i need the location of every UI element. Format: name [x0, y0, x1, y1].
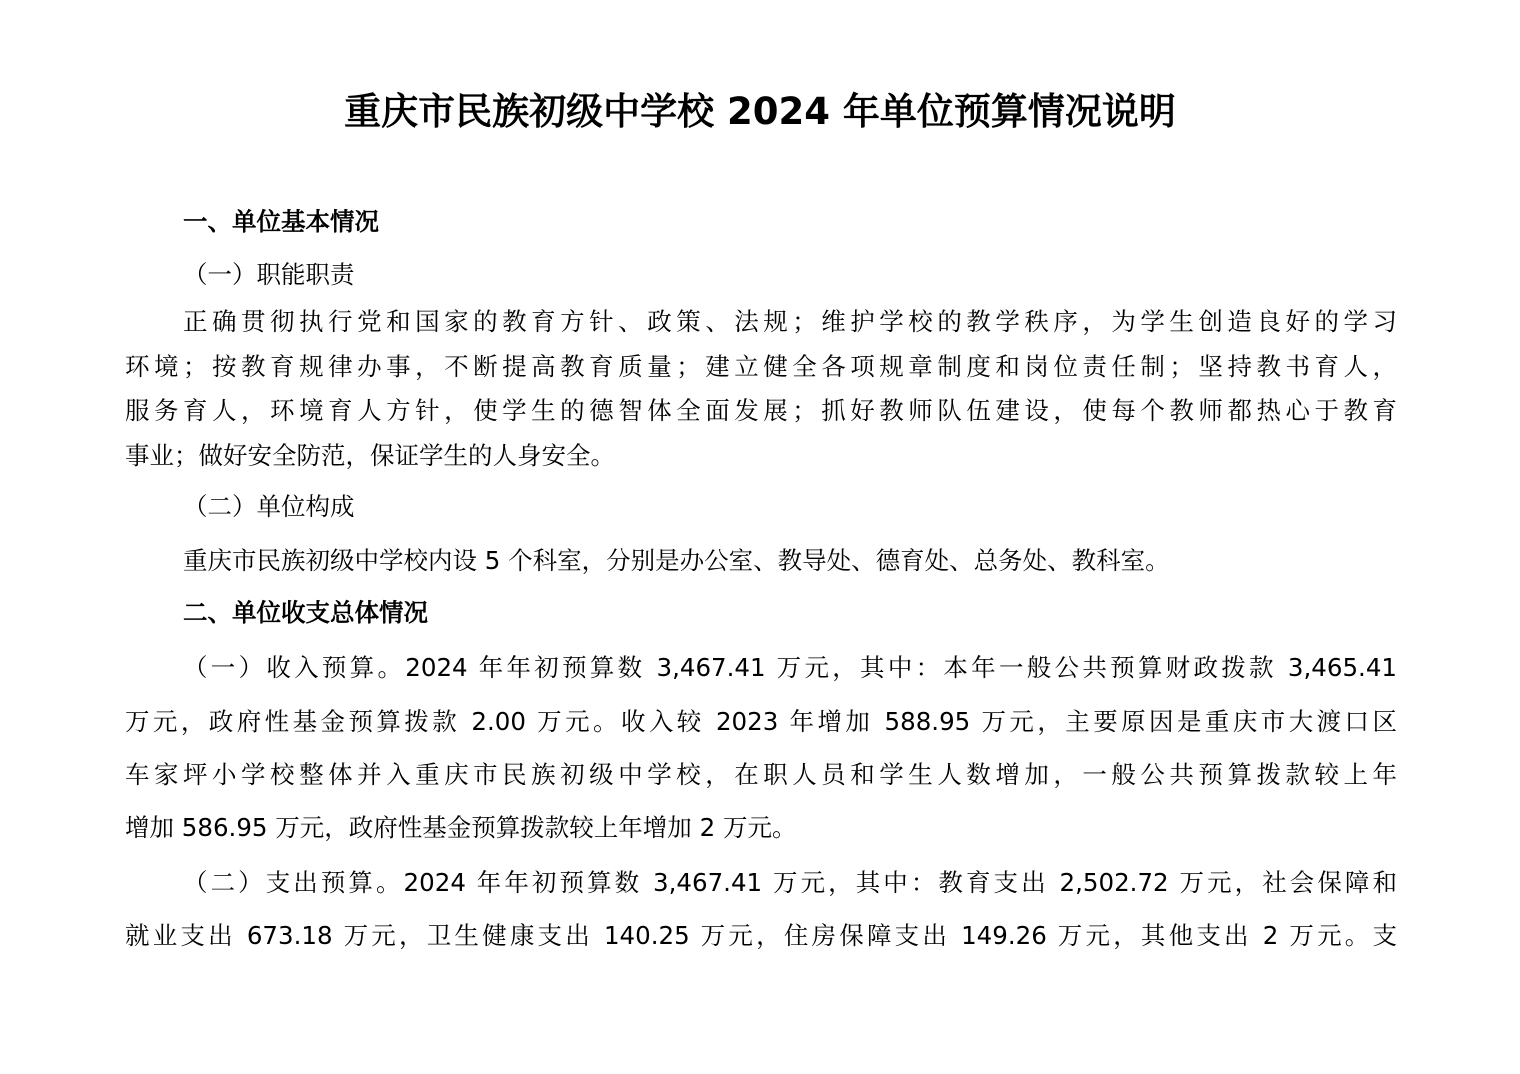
composition-paragraph: 重庆市民族初级中学校内设 5 个科室，分别是办公室、教导处、德育处、总务处、教科室。 — [183, 546, 1170, 575]
functions-paragraph-line: 正确贯彻执行党和国家的教育方针、政策、法规；维护学校的教学秩序，为学生创造良好的学习 — [183, 307, 1397, 336]
functions-paragraph-line: 服务育人，环境育人方针，使学生的德智体全面发展；抓好教师队伍建设，使每个教师都热心于教育 — [125, 396, 1397, 425]
functions-paragraph-line: 环境；按教育规律办事，不断提高教育质量；建立健全各项规章制度和岗位责任制；坚持教书育人， — [125, 352, 1397, 381]
section-heading-budget-overview: 二、单位收支总体情况 — [183, 598, 428, 627]
income-paragraph-line: 增加 586.95 万元，政府性基金预算拨款较上年增加 2 万元。 — [125, 813, 797, 842]
income-paragraph-line: 车家坪小学校整体并入重庆市民族初级中学校，在职人员和学生人数增加，一般公共预算拨款较上年 — [125, 760, 1397, 789]
income-paragraph-line: （一）收入预算。2024 年年初预算数 3,467.41 万元，其中：本年一般公共预算财政拨款 3,465.41 — [183, 653, 1397, 682]
expense-paragraph-line: 就业支出 673.18 万元，卫生健康支出 140.25 万元，住房保障支出 149.26 万元，其他支出 2 万元。支 — [125, 921, 1397, 950]
subsection-heading-composition: （二）单位构成 — [183, 492, 355, 521]
document-title: 重庆市民族初级中学校 2024 年单位预算情况说明 — [344, 90, 1176, 133]
functions-paragraph-line: 事业；做好安全防范，保证学生的人身安全。 — [125, 441, 615, 470]
income-paragraph-line: 万元，政府性基金预算拨款 2.00 万元。收入较 2023 年增加 588.95 万元，主要原因是重庆市大渡口区 — [125, 707, 1397, 736]
subsection-heading-functions: （一）职能职责 — [183, 260, 355, 289]
expense-paragraph-line: （二）支出预算。2024 年年初预算数 3,467.41 万元，其中：教育支出 2,502.72 万元，社会保障和 — [183, 868, 1397, 897]
section-heading-basic-info: 一、单位基本情况 — [183, 207, 379, 236]
